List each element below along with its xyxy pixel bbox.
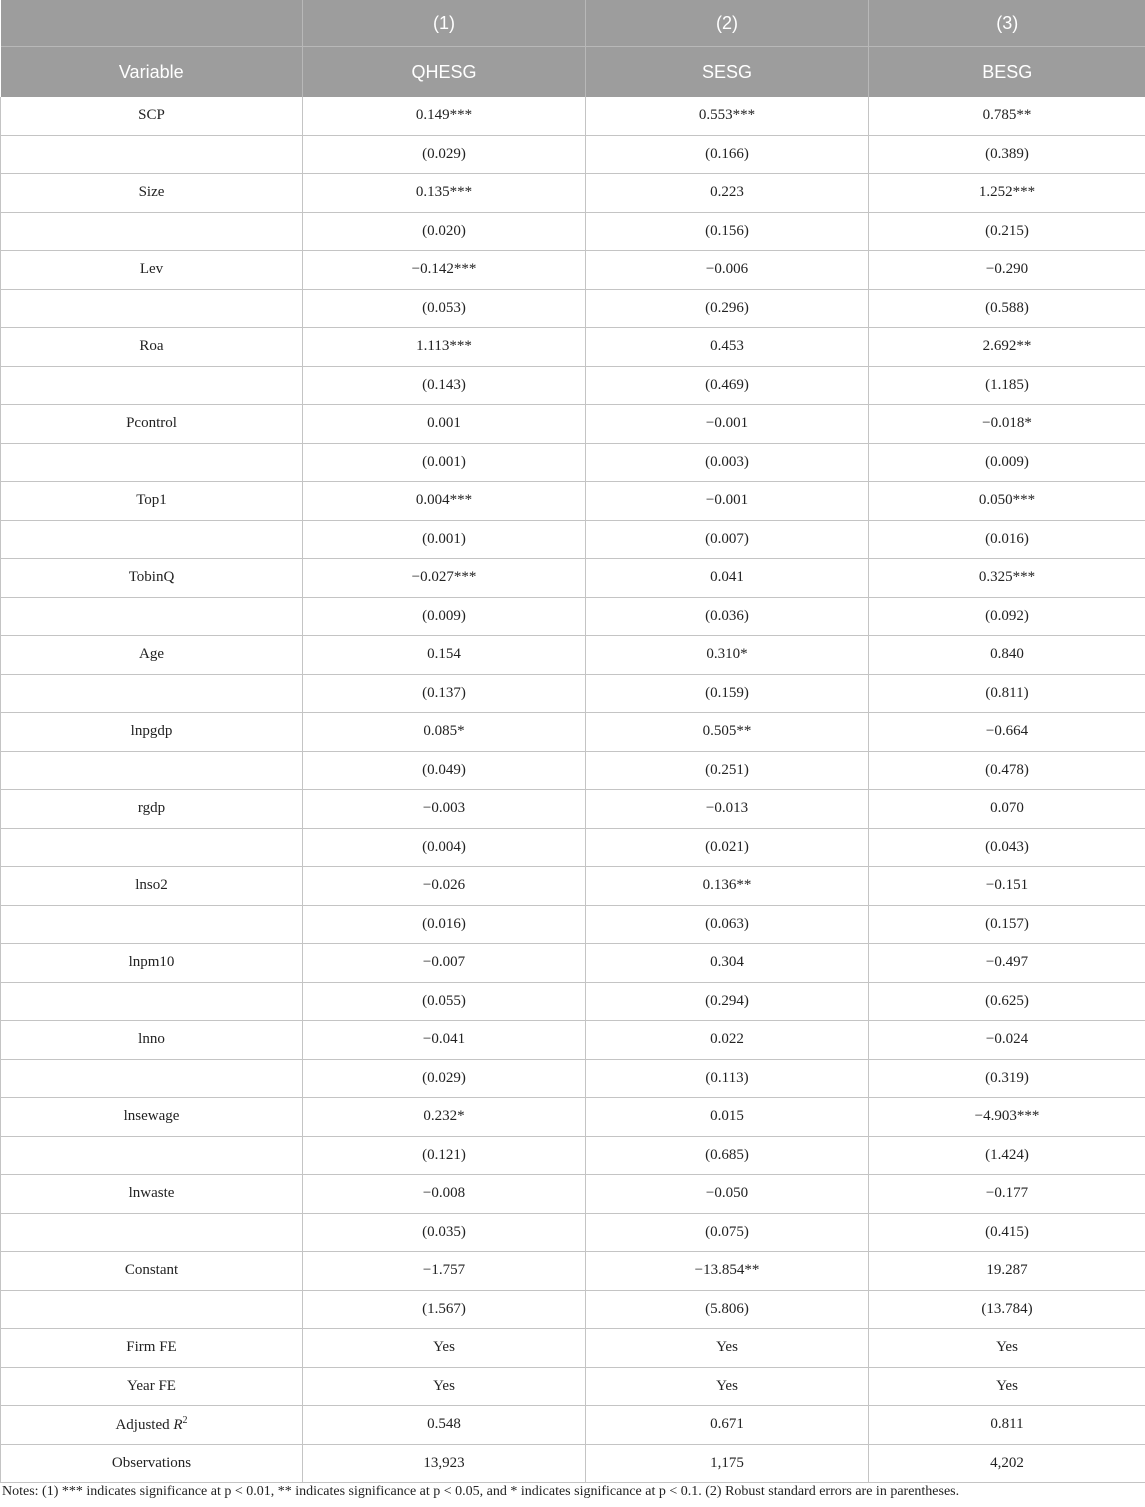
table-body: [1, 97, 1145, 1483]
cell-value: Yes: [869, 1329, 1145, 1368]
variable-name: [1, 212, 303, 251]
cell-value: 0.505**: [586, 713, 869, 752]
cell-value: −0.003: [303, 790, 586, 829]
cell-value: −0.026: [303, 867, 586, 906]
variable-label: lnsewage: [123, 1108, 180, 1125]
cell-value: 0.070: [869, 790, 1145, 829]
cell-value: 13,923: [303, 1444, 586, 1483]
cell-value: (0.157): [869, 905, 1145, 944]
variable-label: TobinQ: [128, 569, 175, 586]
cell-value: Yes: [303, 1329, 586, 1368]
cell-value: (0.063): [586, 905, 869, 944]
cell-value: (0.251): [586, 751, 869, 790]
cell-value: (0.049): [303, 751, 586, 790]
cell-value: −0.041: [303, 1021, 586, 1060]
cell-value: (0.075): [586, 1213, 869, 1252]
cell-value: (0.029): [303, 135, 586, 174]
variable-label: Constant: [124, 1262, 179, 1279]
variable-name: [1, 1252, 303, 1291]
variable-label: Firm FE: [126, 1339, 177, 1356]
variable-name: [1, 366, 303, 405]
table-row: [1, 1252, 1145, 1291]
cell-value: (0.469): [586, 366, 869, 405]
cell-value: 1.113***: [303, 328, 586, 367]
variable-name: [1, 251, 303, 290]
cell-value: (0.035): [303, 1213, 586, 1252]
cell-value: (0.016): [303, 905, 586, 944]
cell-value: (0.685): [586, 1136, 869, 1175]
cell-value: 19.287: [869, 1252, 1145, 1291]
cell-value: −0.497: [869, 944, 1145, 983]
cell-value: (0.166): [586, 135, 869, 174]
table-row-se: [1, 674, 1145, 713]
cell-value: (0.215): [869, 212, 1145, 251]
variable-name: [1, 867, 303, 906]
column-number: (1): [303, 0, 586, 47]
cell-value: −0.006: [586, 251, 869, 290]
variable-name: [1, 135, 303, 174]
variable-name: [1, 1444, 303, 1483]
variable-name: [1, 289, 303, 328]
table-row: [1, 944, 1145, 983]
table-row: [1, 559, 1145, 598]
cell-value: 2.692**: [869, 328, 1145, 367]
cell-value: 1,175: [586, 1444, 869, 1483]
cell-value: (0.478): [869, 751, 1145, 790]
cell-value: (0.588): [869, 289, 1145, 328]
table-row-se: [1, 597, 1145, 636]
cell-value: (0.020): [303, 212, 586, 251]
cell-value: (0.113): [586, 1059, 869, 1098]
cell-value: (5.806): [586, 1290, 869, 1329]
cell-value: −0.151: [869, 867, 1145, 906]
cell-value: (0.121): [303, 1136, 586, 1175]
cell-value: (0.004): [303, 828, 586, 867]
variable-name: [1, 1059, 303, 1098]
cell-value: (0.053): [303, 289, 586, 328]
table-row-se: [1, 905, 1145, 944]
table-row-se: [1, 1136, 1145, 1175]
cell-value: (13.784): [869, 1290, 1145, 1329]
r-symbol: R: [173, 1417, 183, 1434]
cell-value: (0.029): [303, 1059, 586, 1098]
cell-value: −0.013: [586, 790, 869, 829]
table-row: [1, 174, 1145, 213]
table-row-se: [1, 212, 1145, 251]
cell-value: −0.024: [869, 1021, 1145, 1060]
table-row: [1, 1367, 1145, 1406]
variable-name: [1, 1329, 303, 1368]
variable-name: [1, 1213, 303, 1252]
cell-value: 0.050***: [869, 482, 1145, 521]
variable-name: [1, 174, 303, 213]
cell-value: (0.016): [869, 520, 1145, 559]
cell-value: (1.185): [869, 366, 1145, 405]
variable-name: [1, 713, 303, 752]
variable-name: [1, 1290, 303, 1329]
cell-value: (0.001): [303, 443, 586, 482]
cell-value: Yes: [869, 1367, 1145, 1406]
variable-name: [1, 482, 303, 521]
table-row-se: [1, 751, 1145, 790]
table-row: [1, 636, 1145, 675]
cell-value: (0.625): [869, 982, 1145, 1021]
header-empty-cell: [1, 0, 303, 47]
cell-value: −0.001: [586, 482, 869, 521]
variable-name: [1, 751, 303, 790]
header-row-names: [1, 47, 1145, 98]
variable-name: [1, 674, 303, 713]
table-row: [1, 1021, 1145, 1060]
cell-value: 0.548: [303, 1406, 586, 1445]
cell-value: −0.018*: [869, 405, 1145, 444]
table-row-se: [1, 1213, 1145, 1252]
cell-value: 0.149***: [303, 97, 586, 135]
variable-label: Top1: [136, 492, 167, 509]
cell-value: −1.757: [303, 1252, 586, 1291]
cell-value: 0.085*: [303, 713, 586, 752]
cell-value: (0.003): [586, 443, 869, 482]
cell-value: (0.415): [869, 1213, 1145, 1252]
variable-name: [1, 1175, 303, 1214]
cell-value: (0.294): [586, 982, 869, 1021]
table-row-se: [1, 289, 1145, 328]
cell-value: (0.009): [303, 597, 586, 636]
variable-label: lnpm10: [128, 954, 175, 971]
table-row-se: [1, 443, 1145, 482]
cell-value: 0.135***: [303, 174, 586, 213]
cell-value: (0.143): [303, 366, 586, 405]
cell-value: −0.050: [586, 1175, 869, 1214]
cell-value: (0.009): [869, 443, 1145, 482]
variable-name: [1, 520, 303, 559]
cell-value: (0.159): [586, 674, 869, 713]
cell-value: Yes: [586, 1367, 869, 1406]
table-row: [1, 1098, 1145, 1137]
cell-value: 0.325***: [869, 559, 1145, 598]
variable-name: [1, 944, 303, 983]
variable-name: [1, 1406, 303, 1445]
cell-value: (0.007): [586, 520, 869, 559]
variable-name: [1, 443, 303, 482]
table-row-se: [1, 520, 1145, 559]
cell-value: 1.252***: [869, 174, 1145, 213]
variable-label: Year FE: [127, 1377, 176, 1394]
cell-value: 0.840: [869, 636, 1145, 675]
cell-value: 4,202: [869, 1444, 1145, 1483]
cell-value: (0.389): [869, 135, 1145, 174]
variable-label: Size: [138, 184, 165, 201]
table-row: [1, 1329, 1145, 1368]
column-name: QHESG: [303, 47, 586, 98]
cell-value: 0.136**: [586, 867, 869, 906]
cell-value: −4.903***: [869, 1098, 1145, 1137]
variable-name: [1, 636, 303, 675]
variable-label: Age: [139, 646, 164, 663]
cell-value: 0.811: [869, 1406, 1145, 1445]
variable-name: [1, 828, 303, 867]
variable-label: lnso2: [135, 877, 168, 894]
variable-name: [1, 1098, 303, 1137]
variable-name: [1, 1021, 303, 1060]
cell-value: (0.021): [586, 828, 869, 867]
variable-label: Pcontrol: [126, 415, 177, 432]
cell-value: (0.319): [869, 1059, 1145, 1098]
cell-value: 0.453: [586, 328, 869, 367]
column-number: (3): [869, 0, 1145, 47]
column-number: (2): [586, 0, 869, 47]
table-row-se: [1, 366, 1145, 405]
variable-label: lnpgdp: [130, 723, 173, 740]
variable-label: lnwaste: [128, 1185, 175, 1202]
variable-label: Observations: [111, 1454, 192, 1471]
cell-value: (1.567): [303, 1290, 586, 1329]
table-row: [1, 405, 1145, 444]
cell-value: (0.001): [303, 520, 586, 559]
variable-name: [1, 1136, 303, 1175]
table-row: [1, 713, 1145, 752]
table-notes: Notes: (1) *** indicates significance at p < 0.01, ** indicates significance at p < 0.05, and * indicates significance at p < 0.1. (2) Robust standard errors are in parentheses.: [2, 1484, 960, 1499]
table-row-se: [1, 135, 1145, 174]
cell-value: −0.008: [303, 1175, 586, 1214]
cell-value: (0.043): [869, 828, 1145, 867]
cell-value: 0.223: [586, 174, 869, 213]
variable-header: Variable: [1, 47, 303, 98]
cell-value: 0.001: [303, 405, 586, 444]
variable-label: Roa: [139, 338, 164, 355]
cell-value: (0.092): [869, 597, 1145, 636]
cell-value: Yes: [303, 1367, 586, 1406]
cell-value: (0.156): [586, 212, 869, 251]
cell-value: 0.304: [586, 944, 869, 983]
table-row: [1, 1406, 1145, 1445]
table-row: [1, 97, 1145, 135]
variable-name: [1, 597, 303, 636]
cell-value: 0.310*: [586, 636, 869, 675]
cell-value: (0.296): [586, 289, 869, 328]
column-name: BESG: [869, 47, 1145, 98]
cell-value: −0.001: [586, 405, 869, 444]
table-row-se: [1, 828, 1145, 867]
table-row: [1, 482, 1145, 521]
cell-value: −0.664: [869, 713, 1145, 752]
variable-label: SCP: [138, 107, 165, 124]
variable-label: Adjusted R: [115, 1417, 183, 1434]
cell-value: 0.004***: [303, 482, 586, 521]
cell-value: −13.854**: [586, 1252, 869, 1291]
table-row-se: [1, 1059, 1145, 1098]
cell-value: Yes: [586, 1329, 869, 1368]
cell-value: 0.041: [586, 559, 869, 598]
cell-value: −0.290: [869, 251, 1145, 290]
cell-value: 0.671: [586, 1406, 869, 1445]
table-row: [1, 328, 1145, 367]
cell-value: (0.137): [303, 674, 586, 713]
cell-value: 0.015: [586, 1098, 869, 1137]
column-name: SESG: [586, 47, 869, 98]
table-row: [1, 1175, 1145, 1214]
cell-value: 0.553***: [586, 97, 869, 135]
table-row: [1, 251, 1145, 290]
cell-value: (0.036): [586, 597, 869, 636]
variable-name: [1, 905, 303, 944]
variable-name: [1, 559, 303, 598]
cell-value: −0.142***: [303, 251, 586, 290]
cell-value: 0.785**: [869, 97, 1145, 135]
cell-value: (0.055): [303, 982, 586, 1021]
variable-name: [1, 1367, 303, 1406]
cell-value: 0.232*: [303, 1098, 586, 1137]
variable-name: [1, 405, 303, 444]
table-header: [1, 0, 1145, 97]
cell-value: 0.154: [303, 636, 586, 675]
variable-label: rgdp: [137, 800, 166, 817]
cell-value: −0.007: [303, 944, 586, 983]
cell-value: (0.811): [869, 674, 1145, 713]
variable-label: lnno: [138, 1031, 165, 1048]
variable-name: [1, 790, 303, 829]
variable-label: Lev: [139, 261, 164, 278]
cell-value: 0.022: [586, 1021, 869, 1060]
table-row-se: [1, 982, 1145, 1021]
cell-value: −0.027***: [303, 559, 586, 598]
table-row: [1, 790, 1145, 829]
table-row-se: [1, 1290, 1145, 1329]
variable-name: [1, 328, 303, 367]
variable-superscript: 2: [182, 1415, 188, 1427]
table-row: [1, 867, 1145, 906]
variable-name: [1, 982, 303, 1021]
header-row-numbers: [1, 0, 1145, 47]
cell-value: (1.424): [869, 1136, 1145, 1175]
table-row: [1, 1444, 1145, 1483]
cell-value: −0.177: [869, 1175, 1145, 1214]
variable-name: [1, 97, 303, 135]
